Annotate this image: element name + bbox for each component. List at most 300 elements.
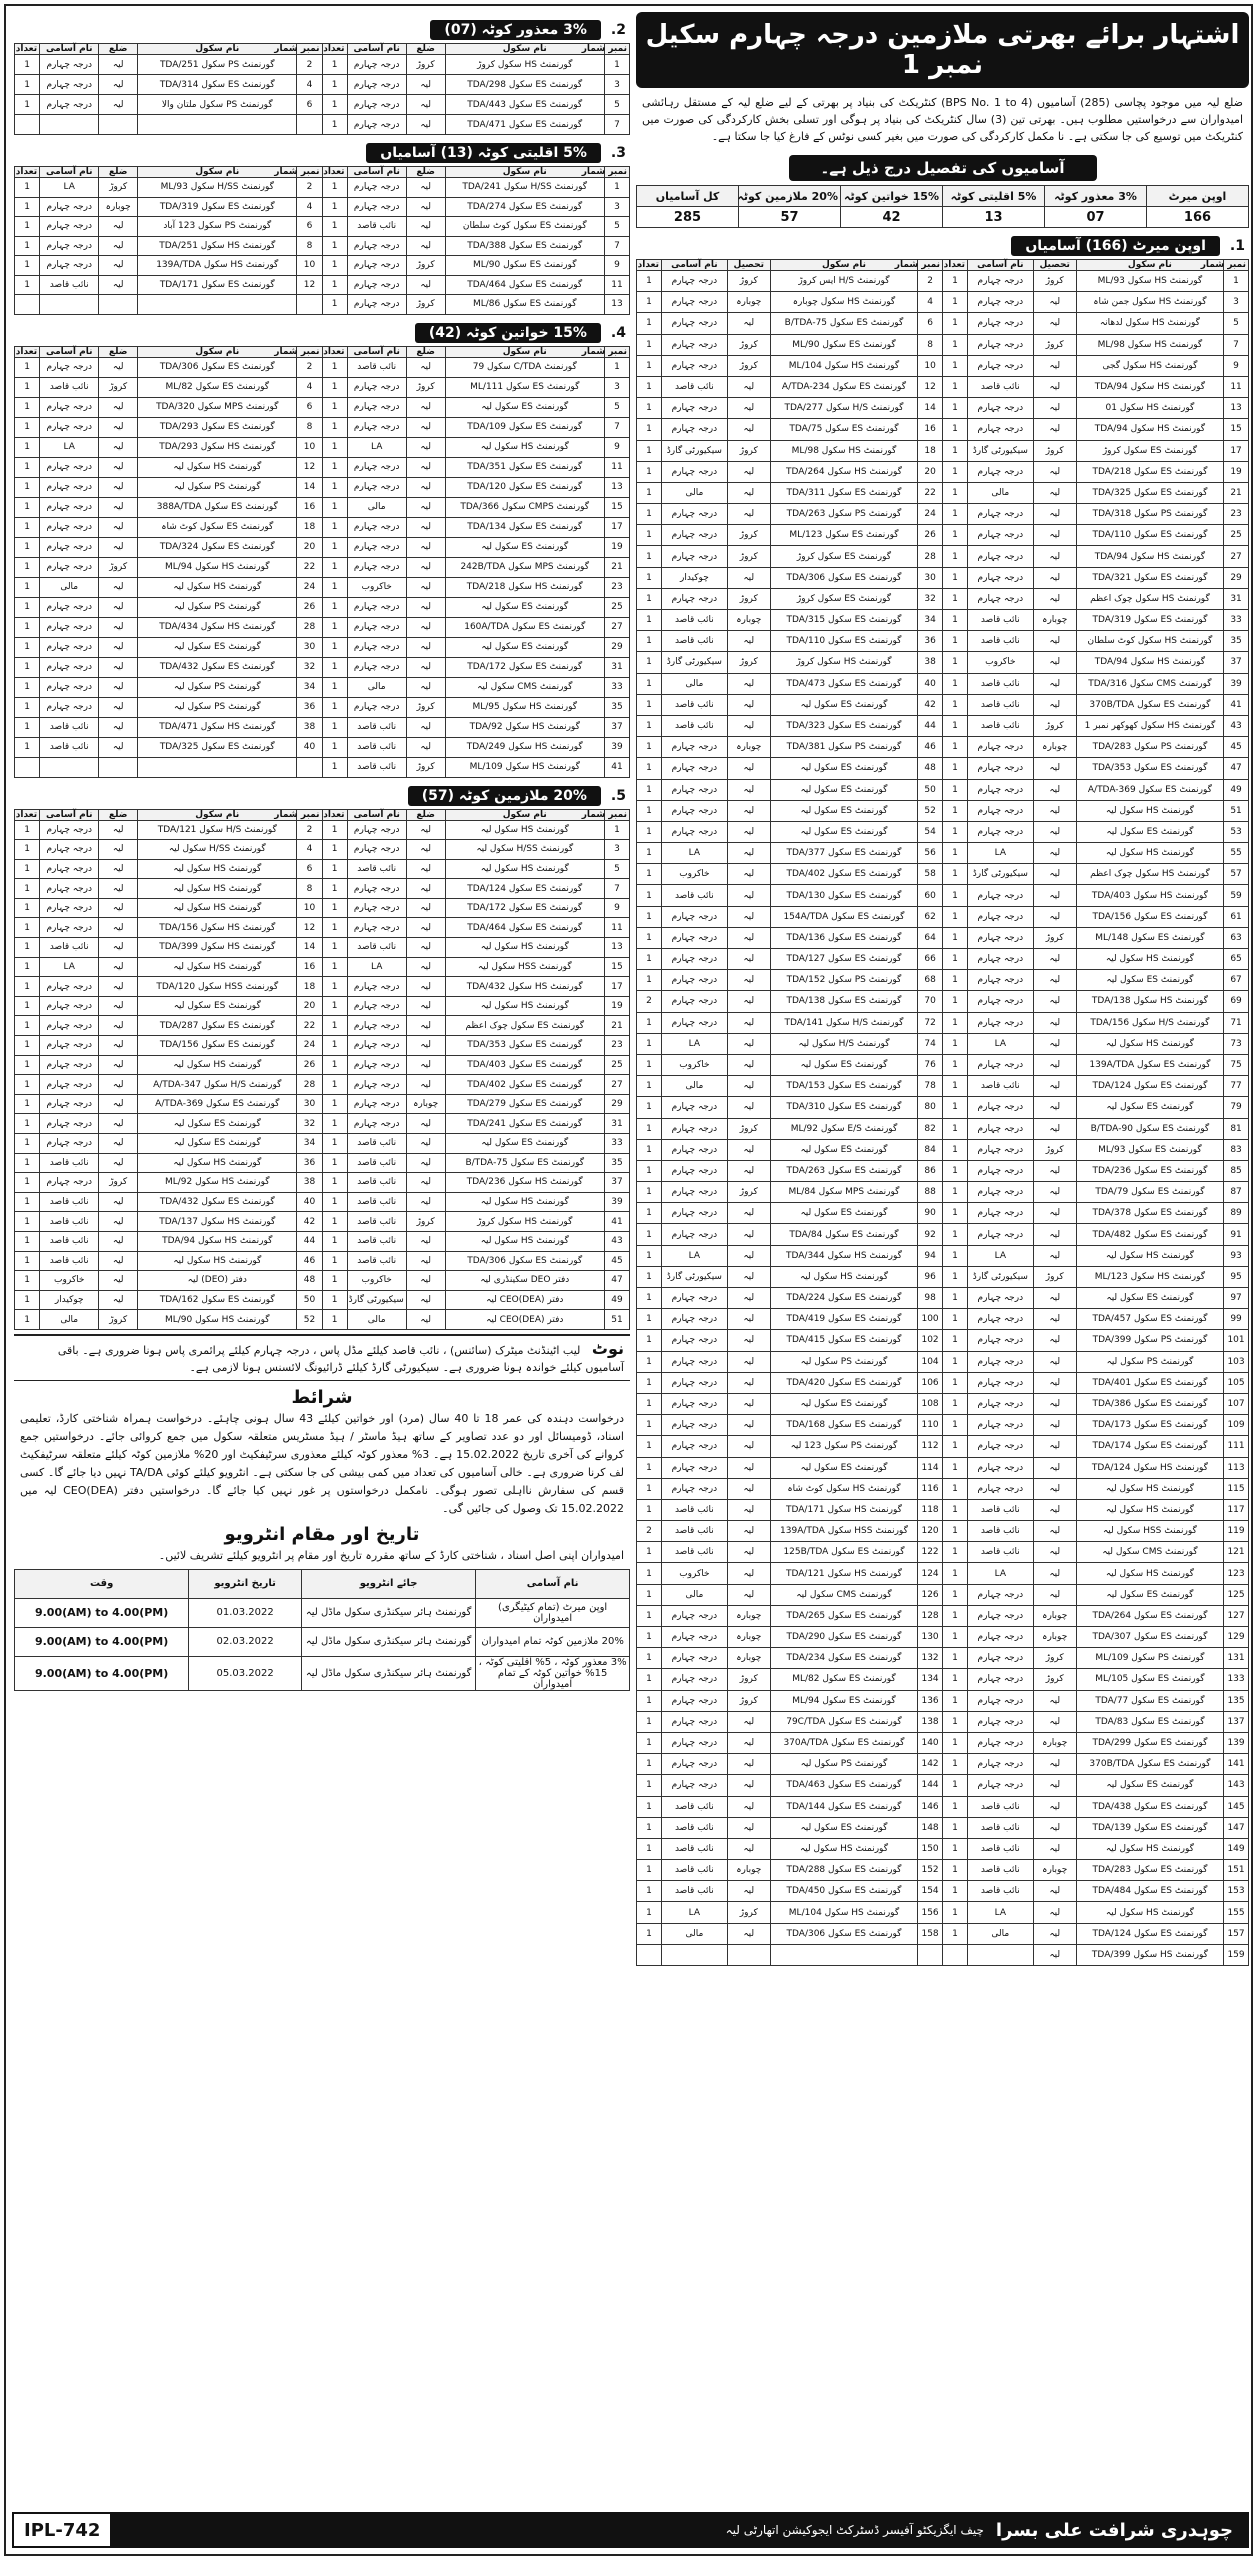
table-cell: لیہ [99, 357, 138, 377]
table-cell: 6 [297, 95, 322, 115]
table-cell: لیہ [1033, 419, 1076, 440]
table-cell: 1 [322, 879, 347, 899]
column-header-post: نام آسامی [967, 260, 1033, 271]
table-row [15, 597, 630, 617]
table-cell: 11 [604, 457, 629, 477]
table-cell: درجہ چہارم [40, 256, 99, 276]
column-header-district: ضلع [406, 44, 445, 55]
table-cell: گورنمنٹ ES سکول 370A/TDA [770, 1732, 917, 1753]
table-cell: لیہ [406, 1271, 445, 1291]
table-row [15, 1271, 630, 1291]
table-cell: 30 [918, 567, 943, 588]
table-cell: درجہ چہارم [967, 1690, 1033, 1711]
table-cell: چوبارہ [727, 1648, 770, 1669]
table-cell: 58 [918, 864, 943, 885]
table-cell: 44 [918, 715, 943, 736]
table-cell: نائب قاصد [662, 1521, 728, 1542]
table-cell: 1 [637, 355, 662, 376]
table-cell: گورنمنٹ ES سکول 174/TDA [1076, 1436, 1223, 1457]
table-cell: گورنمنٹ HS سکول 104/ML [770, 355, 917, 376]
table-cell: لیہ [1033, 1902, 1076, 1923]
table-row [15, 557, 630, 577]
table-cell: 1 [637, 1415, 662, 1436]
table-cell: نائب قاصد [347, 1251, 406, 1271]
table-cell: لیہ [406, 217, 445, 237]
table-cell: 83 [1224, 1139, 1249, 1160]
table-cell: درجہ چہارم [347, 977, 406, 997]
table-row [15, 256, 630, 276]
table-cell: درجہ چہارم [662, 949, 728, 970]
table-cell: گورنمنٹ ES سکول 306/TDA [445, 1251, 604, 1271]
advertisement-page [4, 4, 1253, 2556]
table-cell: 27 [604, 1075, 629, 1095]
table-cell: لیہ [727, 1881, 770, 1902]
table-row [637, 588, 1249, 609]
table-cell: درجہ چہارم [40, 1173, 99, 1193]
column-header-district: ضلع [406, 167, 445, 178]
table-cell: 124 [918, 1563, 943, 1584]
table-row [15, 1114, 630, 1134]
table-row [15, 377, 630, 397]
table-cell: 1 [322, 517, 347, 537]
table-cell: دفتر (CEO(DEA لیہ [445, 1290, 604, 1310]
table-cell: گورنمنٹ ES سکول لیہ [1076, 1775, 1223, 1796]
table-cell: 133 [1224, 1669, 1249, 1690]
notes-title: نوٹ [591, 1338, 624, 1358]
table-row [637, 1860, 1249, 1881]
table-cell: 27 [604, 617, 629, 637]
table-cell: 1 [15, 1016, 40, 1036]
table-cell: گورنمنٹ HS سکول لیہ [445, 1231, 604, 1251]
table-cell: گورنمنٹ HS سکول لیہ [138, 1153, 297, 1173]
table-cell: درجہ چہارم [662, 1203, 728, 1224]
table-cell: 15 [1224, 419, 1249, 440]
table-cell: گورنمنٹ HS سکول کروڑ [770, 652, 917, 673]
table-cell: درجہ چہارم [40, 840, 99, 860]
table-cell: 1 [943, 1393, 968, 1414]
table-cell: لیہ [727, 694, 770, 715]
column-header-post: نام آسامی [40, 44, 99, 55]
table-cell: لیہ [99, 236, 138, 256]
table-cell: 1 [15, 957, 40, 977]
table-cell: 42 [297, 1212, 322, 1232]
table-cell: 1 [322, 197, 347, 217]
table-cell: لیہ [727, 1288, 770, 1309]
column-header-sr: نمبر شمار [604, 44, 629, 55]
table-cell: 1 [322, 417, 347, 437]
table-cell: لیہ [727, 1457, 770, 1478]
table-cell: سیکیورٹی گارڈ [662, 1266, 728, 1287]
table-cell: گورنمنٹ ES سکول 351/TDA [445, 457, 604, 477]
table-cell: نائب قاصد [347, 757, 406, 777]
table-cell: لیہ [406, 115, 445, 135]
table-cell: درجہ چہارم [967, 504, 1033, 525]
table-cell: گورنمنٹ ES سکول 432/TDA [138, 1192, 297, 1212]
table-row [637, 1648, 1249, 1669]
table-cell: لیہ [99, 879, 138, 899]
table-cell: 47 [1224, 758, 1249, 779]
table-cell: لیہ [406, 1075, 445, 1095]
table-cell: درجہ چہارم [662, 588, 728, 609]
table-cell: لیہ [99, 1231, 138, 1251]
table-cell: 150 [918, 1838, 943, 1859]
table-cell: گورنمنٹ ES سکول 319/TDA [1076, 610, 1223, 631]
table-cell: خاکروب [40, 1271, 99, 1291]
table-cell: لیہ [99, 918, 138, 938]
table-cell: لیہ [406, 517, 445, 537]
table-cell: درجہ چہارم [662, 1711, 728, 1732]
table-cell: کروڑ [727, 1182, 770, 1203]
table-cell: 1 [637, 970, 662, 991]
table-cell: لیہ [99, 517, 138, 537]
table-cell: 1 [943, 1436, 968, 1457]
table-cell: 1 [15, 397, 40, 417]
table-cell: درجہ چہارم [40, 75, 99, 95]
table-cell: 1 [637, 758, 662, 779]
table-cell: چوبارہ [727, 1627, 770, 1648]
column-header-sr: نمبر شمار [297, 44, 322, 55]
table-cell: لیہ [1033, 970, 1076, 991]
table-cell: لیہ [99, 938, 138, 958]
table-cell: 69 [1224, 991, 1249, 1012]
table-cell: 12 [297, 457, 322, 477]
table-cell: درجہ چہارم [40, 197, 99, 217]
table-cell: نائب قاصد [40, 1192, 99, 1212]
table-row [637, 1372, 1249, 1393]
table-cell: گورنمنٹ HS سکول چوک اعظم [1076, 588, 1223, 609]
table-cell: 4 [297, 377, 322, 397]
table-cell: لیہ [1033, 482, 1076, 503]
table-cell [15, 757, 40, 777]
table-cell: 1 [15, 1153, 40, 1173]
table-cell [15, 115, 40, 135]
table-cell: 1 [322, 1075, 347, 1095]
table-cell: گورنمنٹ HS سکول لیہ [138, 957, 297, 977]
table-cell: لیہ [727, 482, 770, 503]
table-cell: 153 [1224, 1881, 1249, 1902]
table-cell: نائب قاصد [347, 1212, 406, 1232]
table-cell: 1 [15, 537, 40, 557]
table-cell: 53 [1224, 821, 1249, 842]
table-cell: گورنمنٹ ES سکول لیہ [770, 694, 917, 715]
summary-header-row [637, 186, 1249, 207]
table-cell: 1 [637, 715, 662, 736]
table-cell: 1 [943, 1224, 968, 1245]
table-cell: 5 [604, 217, 629, 237]
table-cell: لیہ [1033, 949, 1076, 970]
table-cell: گورنمنٹ ES سکول 386/TDA [1076, 1393, 1223, 1414]
schedule-cell: 9.00(AM) to 4.00(PM) [15, 1656, 189, 1690]
table-cell: مالی [662, 1584, 728, 1605]
table-cell: LA [967, 1902, 1033, 1923]
table-cell: درجہ چہارم [662, 1351, 728, 1372]
table-cell: گورنمنٹ HS سکول 432/TDA [445, 977, 604, 997]
table-cell: لیہ [727, 800, 770, 821]
summary-title: آسامیوں کی تفصیل درج ذیل ہے۔ [789, 155, 1097, 181]
table-cell: 1 [943, 1690, 968, 1711]
table-cell: 13 [1224, 398, 1249, 419]
table-cell: 1 [15, 1173, 40, 1193]
table-cell: 9 [604, 437, 629, 457]
table-cell: 1 [637, 1224, 662, 1245]
table-cell: 1 [943, 1160, 968, 1181]
table-cell: درجہ چہارم [662, 737, 728, 758]
table-cell: کروڑ [727, 525, 770, 546]
table-cell: درجہ چہارم [967, 1669, 1033, 1690]
table-cell: درجہ چہارم [967, 1372, 1033, 1393]
table-row [637, 1309, 1249, 1330]
table-cell: گورنمنٹ HS سکول 94/TDA [138, 1231, 297, 1251]
table-row [637, 1754, 1249, 1775]
table-cell: 31 [604, 1114, 629, 1134]
table-cell: 1 [15, 898, 40, 918]
table-cell: نائب قاصد [662, 1817, 728, 1838]
table-cell: لیہ [727, 398, 770, 419]
table-row [15, 95, 630, 115]
table-cell: لیہ [1033, 1012, 1076, 1033]
column-header-school: نام سکول [138, 44, 297, 55]
table-row [15, 737, 630, 757]
table-cell: 57 [1224, 864, 1249, 885]
table-cell: 18 [297, 517, 322, 537]
table-cell: درجہ چہارم [40, 497, 99, 517]
table-cell: 1 [15, 918, 40, 938]
table-cell: 1 [943, 313, 968, 334]
table-cell: 1 [943, 864, 968, 885]
table-cell: درجہ چہارم [347, 115, 406, 135]
table-cell: 14 [918, 398, 943, 419]
table-cell: 1 [15, 236, 40, 256]
table-cell: گورنمنٹ PS سکول لیہ [138, 477, 297, 497]
table-cell: 4 [297, 75, 322, 95]
table-cell: گورنمنٹ HS سکول 104/ML [770, 1902, 917, 1923]
table-cell: نائب قاصد [347, 717, 406, 737]
table-cell: درجہ چہارم [347, 197, 406, 217]
table-cell: نائب قاصد [662, 610, 728, 631]
table-cell: 50 [918, 779, 943, 800]
column-header-qty: تعداد [15, 809, 40, 820]
table-cell: 49 [604, 1290, 629, 1310]
table-row [637, 1054, 1249, 1075]
table-cell: لیہ [99, 820, 138, 840]
table-cell: 17 [604, 977, 629, 997]
schedule-row [15, 1598, 630, 1627]
table-cell: لیہ [406, 977, 445, 997]
table-cell: 9 [1224, 355, 1249, 376]
table-cell: گورنمنٹ ES سکول 109/TDA [445, 417, 604, 437]
table-cell: گورنمنٹ ES سکول 236/TDA [1076, 1160, 1223, 1181]
column-header-post: نام آسامی [662, 260, 728, 271]
table-cell: 1 [943, 1838, 968, 1859]
table-header-row [15, 809, 630, 820]
table-cell: 1 [637, 313, 662, 334]
table-cell: گورنمنٹ ES سکول 124/TDA [445, 879, 604, 899]
table-cell: درجہ چہارم [662, 758, 728, 779]
table-cell: گورنمنٹ ES سکول چوک اعظم [445, 1016, 604, 1036]
table-cell: لیہ [1033, 1245, 1076, 1266]
table-cell: 1 [637, 1033, 662, 1054]
table-cell: گورنمنٹ ES سکول 90/ML [445, 256, 604, 276]
table-cell: 22 [297, 1016, 322, 1036]
table-cell: لیہ [1033, 292, 1076, 313]
table-cell: گورنمنٹ HS سکول 98/ML [770, 440, 917, 461]
table-cell: گورنمنٹ ES سکول 111/ML [445, 377, 604, 397]
table-cell: نائب قاصد [967, 1838, 1033, 1859]
table-cell: درجہ چہارم [967, 1584, 1033, 1605]
interview-schedule-table [14, 1569, 630, 1691]
table-cell: درجہ چہارم [967, 567, 1033, 588]
table-cell: درجہ چہارم [662, 1097, 728, 1118]
table-cell: 3 [604, 840, 629, 860]
table-cell: 39 [604, 737, 629, 757]
table-cell: 1 [943, 440, 968, 461]
table-cell: گورنمنٹ PS سکول 381/TDA [770, 737, 917, 758]
table-cell: 1 [637, 864, 662, 885]
table-cell: 1 [637, 334, 662, 355]
table-cell: گورنمنٹ ES سکول لیہ [1076, 1288, 1223, 1309]
table-cell: درجہ چہارم [967, 1732, 1033, 1753]
table-cell: درجہ چہارم [40, 820, 99, 840]
table-cell: لیہ [727, 1521, 770, 1542]
column-header-post: نام آسامی [40, 167, 99, 178]
table-cell: لیہ [99, 677, 138, 697]
column-header-qty: تعداد [637, 260, 662, 271]
table-cell: 1 [637, 1817, 662, 1838]
table-cell: نائب قاصد [662, 715, 728, 736]
table-cell: گورنمنٹ PS سکول 152/TDA [770, 970, 917, 991]
table-cell: 129 [1224, 1627, 1249, 1648]
table-row [15, 178, 630, 198]
table-cell: 1 [322, 95, 347, 115]
table-cell: درجہ چہارم [967, 1097, 1033, 1118]
table-cell: 12 [297, 275, 322, 295]
table-cell: گورنمنٹ HS سکول لیہ [1076, 1838, 1223, 1859]
table-cell: گورنمنٹ HSS سکول لیہ [1076, 1521, 1223, 1542]
table-cell: 1 [637, 419, 662, 440]
table-cell: گورنمنٹ ES سکول 283/TDA [1076, 1860, 1223, 1881]
table-cell: گورنمنٹ ES سکول 153/TDA [770, 1076, 917, 1097]
table-cell: درجہ چہارم [662, 1372, 728, 1393]
table-cell: 100 [918, 1309, 943, 1330]
table-cell: لیہ [1033, 567, 1076, 588]
table-cell: درجہ چہارم [967, 1224, 1033, 1245]
table-cell: لیہ [727, 1033, 770, 1054]
table-cell: گورنمنٹ ES سکول 136/TDA [770, 927, 917, 948]
table-cell: 1 [943, 906, 968, 927]
schedule-cell: گورنمنٹ ہائر سیکنڈری سکول ماڈل لیہ [302, 1656, 476, 1690]
table-cell: 1 [637, 1266, 662, 1287]
table-cell: گورنمنٹ HS سکول 403/TDA [1076, 885, 1223, 906]
table-cell: گورنمنٹ H/SS سکول 93/ML [138, 178, 297, 198]
table-row [15, 938, 630, 958]
table-cell: 103 [1224, 1351, 1249, 1372]
table-cell: گورنمنٹ HS سکول لیہ [1076, 1563, 1223, 1584]
table-cell: 67 [1224, 970, 1249, 991]
table-row [637, 1288, 1249, 1309]
table-cell: سیکیورٹی گارڈ [662, 652, 728, 673]
table-cell: 5 [604, 397, 629, 417]
table-cell: نائب قاصد [40, 377, 99, 397]
table-cell: 25 [604, 597, 629, 617]
table-cell: 39 [604, 1192, 629, 1212]
table-cell: 1 [943, 419, 968, 440]
table-cell: درجہ چہارم [967, 1203, 1033, 1224]
table-cell: 1 [637, 1669, 662, 1690]
table-cell: نائب قاصد [967, 694, 1033, 715]
table-cell: گورنمنٹ ES سکول 306/TDA [770, 1923, 917, 1944]
table-cell: 1 [15, 1212, 40, 1232]
table-cell: لیہ [1033, 779, 1076, 800]
table-cell: درجہ چہارم [347, 417, 406, 437]
table-cell: درجہ چہارم [662, 461, 728, 482]
table-cell: مالی [967, 1923, 1033, 1944]
disabled-quota-table [14, 43, 630, 135]
table-cell: لیہ [1033, 1224, 1076, 1245]
table-cell: 75 [1224, 1054, 1249, 1075]
table-cell: گورنمنٹ C/TDA سکول 79 [445, 357, 604, 377]
table-cell: گورنمنٹ PS سکول 283/TDA [1076, 737, 1223, 758]
column-header-post: نام آسامی [347, 809, 406, 820]
table-cell: 29 [604, 637, 629, 657]
table-cell: درجہ چہارم [662, 1139, 728, 1160]
table-cell: لیہ [1033, 376, 1076, 397]
table-cell: 79 [1224, 1097, 1249, 1118]
column-header-school: نام سکول [770, 260, 917, 271]
table-cell: گورنمنٹ ES سکول لیہ [770, 1139, 917, 1160]
table-cell: 98 [918, 1288, 943, 1309]
table-cell: گورنمنٹ ES سکول 234/TDA [770, 1648, 917, 1669]
schedule-row [15, 1627, 630, 1656]
table-cell: گورنمنٹ ES سکول 419/TDA [770, 1309, 917, 1330]
table-row [637, 1266, 1249, 1287]
table-cell: لیہ [406, 1016, 445, 1036]
table-cell: درجہ چہارم [662, 1393, 728, 1414]
table-cell: درجہ چہارم [967, 398, 1033, 419]
column-header-district: ضلع [99, 346, 138, 357]
table-cell: لیہ [1033, 1817, 1076, 1838]
table-cell: 1 [322, 977, 347, 997]
table-cell: گورنمنٹ ES سکول 125B/TDA [770, 1542, 917, 1563]
table-cell: 1 [943, 1076, 968, 1097]
table-row [15, 75, 630, 95]
table-cell: لیہ [727, 1097, 770, 1118]
table-cell: لیہ [406, 597, 445, 617]
table-cell: 104 [918, 1351, 943, 1372]
table-cell: کروڑ [406, 697, 445, 717]
table-cell: درجہ چہارم [662, 906, 728, 927]
table-cell: لیہ [1033, 1499, 1076, 1520]
table-cell: لیہ [406, 677, 445, 697]
table-cell: 1 [637, 652, 662, 673]
table-cell: لیہ [727, 927, 770, 948]
table-cell: دفتر DEO سکینڈری لیہ [445, 1271, 604, 1291]
table-cell: 1 [637, 1754, 662, 1775]
table-cell: گورنمنٹ ES سکول 168/TDA [770, 1415, 917, 1436]
table-cell: گورنمنٹ HS سکول لیہ [445, 820, 604, 840]
section-title: 20% ملازمین کوٹہ (57) [408, 786, 601, 806]
table-cell: گورنمنٹ ES سکول 110/TDA [770, 631, 917, 652]
table-cell: 1 [15, 1251, 40, 1271]
table-cell: کروڑ [727, 1902, 770, 1923]
table-cell: گورنمنٹ ES سکول 484/TDA [1076, 1881, 1223, 1902]
table-cell: 1 [637, 1351, 662, 1372]
table-cell: مالی [347, 677, 406, 697]
table-cell: گورنمنٹ PS سکول 318/TDA [1076, 504, 1223, 525]
table-cell: لیہ [99, 717, 138, 737]
table-cell: گورنمنٹ H/S ایس کروڑ [770, 271, 917, 292]
table-row [15, 617, 630, 637]
table-header-row [637, 260, 1249, 271]
